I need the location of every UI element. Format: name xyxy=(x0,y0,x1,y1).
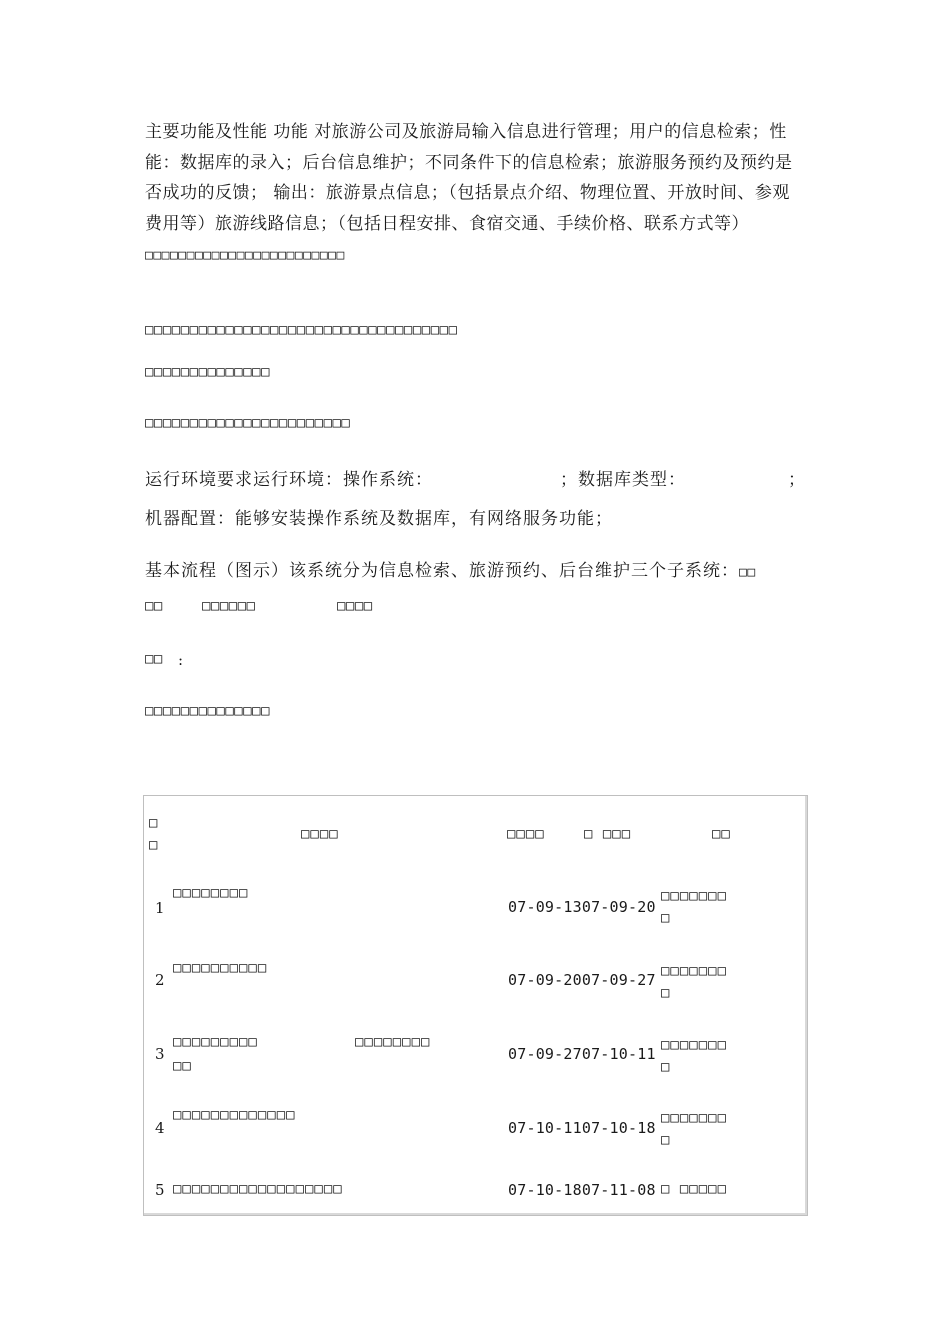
function-text: 主要功能及性能 功能 对旅游公司及旅游局输入信息进行管理；用户的信息检索；性能：数据库的录入；后台信息维护；不同条件下的信息检索；旅游服务预约及预约是否成功的反馈； 输出：旅游景点信息；（包括景点介绍、物理位置、开放时间、参观费用等）旅游线路信息；（包括日程安排、食宿交通、手续价格、联系方式等） xyxy=(145,122,793,234)
flow-heading xyxy=(145,556,756,581)
header-col-date-a: □□□□ xyxy=(507,826,545,842)
row-3-dates: 07-09-2707-10-11 xyxy=(508,1045,656,1063)
row-5-no: 5 xyxy=(155,1181,166,1199)
row-1-dates: 07-09-1307-09-20 xyxy=(508,898,656,916)
header-col-date-b: □ □□□ xyxy=(584,826,632,842)
row-3-owner: □□□□□□□ □ xyxy=(661,1037,728,1075)
row-3-no: 3 xyxy=(155,1045,166,1063)
note-label: □□ xyxy=(145,651,163,667)
environment-label: 运行环境要求运行环境：操作系统： xyxy=(145,470,433,490)
flow-sub-c: □□□□ xyxy=(337,598,373,614)
row-5-owner: □ □□□□□ xyxy=(661,1181,728,1197)
row-2-task: □□□□□□□□□□ xyxy=(173,960,268,976)
garbled-line-3: □□□□□□□□□□□□□□ xyxy=(145,364,271,380)
schedule-table xyxy=(143,795,808,1216)
row-3-task: □□□□□□□□□ xyxy=(173,1034,258,1050)
flow-sub-b: □□□□□□ xyxy=(202,598,256,614)
garbled-line-4: □□□□□□□□□□□□□□□□□□□□□□□ xyxy=(145,415,351,431)
header-col-no: □ □ xyxy=(149,815,159,853)
row-5-task: □□□□□□□□□□□□□□□□□□ xyxy=(173,1181,343,1197)
row-1-no: 1 xyxy=(155,899,166,917)
flow-text: 基本流程（图示）该系统分为信息检索、旅游预约、后台维护三个子系统： xyxy=(145,561,739,581)
garbled-text-tail: □□□□□□□□□□□□□□□□□□□□□□□□ xyxy=(145,248,345,263)
row-3-task-c: □□ xyxy=(173,1058,192,1074)
flow-tail: □□ xyxy=(739,565,756,580)
row-2-dates: 07-09-2007-09-27 xyxy=(508,971,656,989)
note-colon: : xyxy=(178,651,185,669)
header-col-task: □□□□ xyxy=(301,826,339,842)
environment-terminator: ； xyxy=(788,470,806,490)
row-3-task-b: □□□□□□□□ xyxy=(355,1034,431,1050)
garbled-line-2: □□□□□□□□□□□□□□□□□□□□□□□□□□□□□□□□□□□ xyxy=(145,322,458,338)
flow-sub-a: □□ xyxy=(145,598,163,614)
row-1-task: □□□□□□□□ xyxy=(173,885,249,901)
row-4-dates: 07-10-1107-10-18 xyxy=(508,1119,656,1137)
function-paragraph xyxy=(145,117,805,272)
row-5-dates: 07-10-1807-11-08 xyxy=(508,1181,656,1199)
environment-machine-config: 机器配置：能够安装操作系统及数据库，有网络服务功能； xyxy=(145,509,613,529)
header-col-owner: □□ xyxy=(712,826,731,842)
note-line: □□□□□□□□□□□□□□ xyxy=(145,703,271,719)
row-2-owner: □□□□□□□ □ xyxy=(661,963,728,1001)
row-4-task: □□□□□□□□□□□□□ xyxy=(173,1107,296,1123)
row-4-owner: □□□□□□□ □ xyxy=(661,1110,728,1148)
row-1-owner: □□□□□□□ □ xyxy=(661,888,728,926)
environment-db-type: ；数据库类型： xyxy=(560,470,686,490)
row-4-no: 4 xyxy=(155,1119,166,1137)
row-2-no: 2 xyxy=(155,971,166,989)
